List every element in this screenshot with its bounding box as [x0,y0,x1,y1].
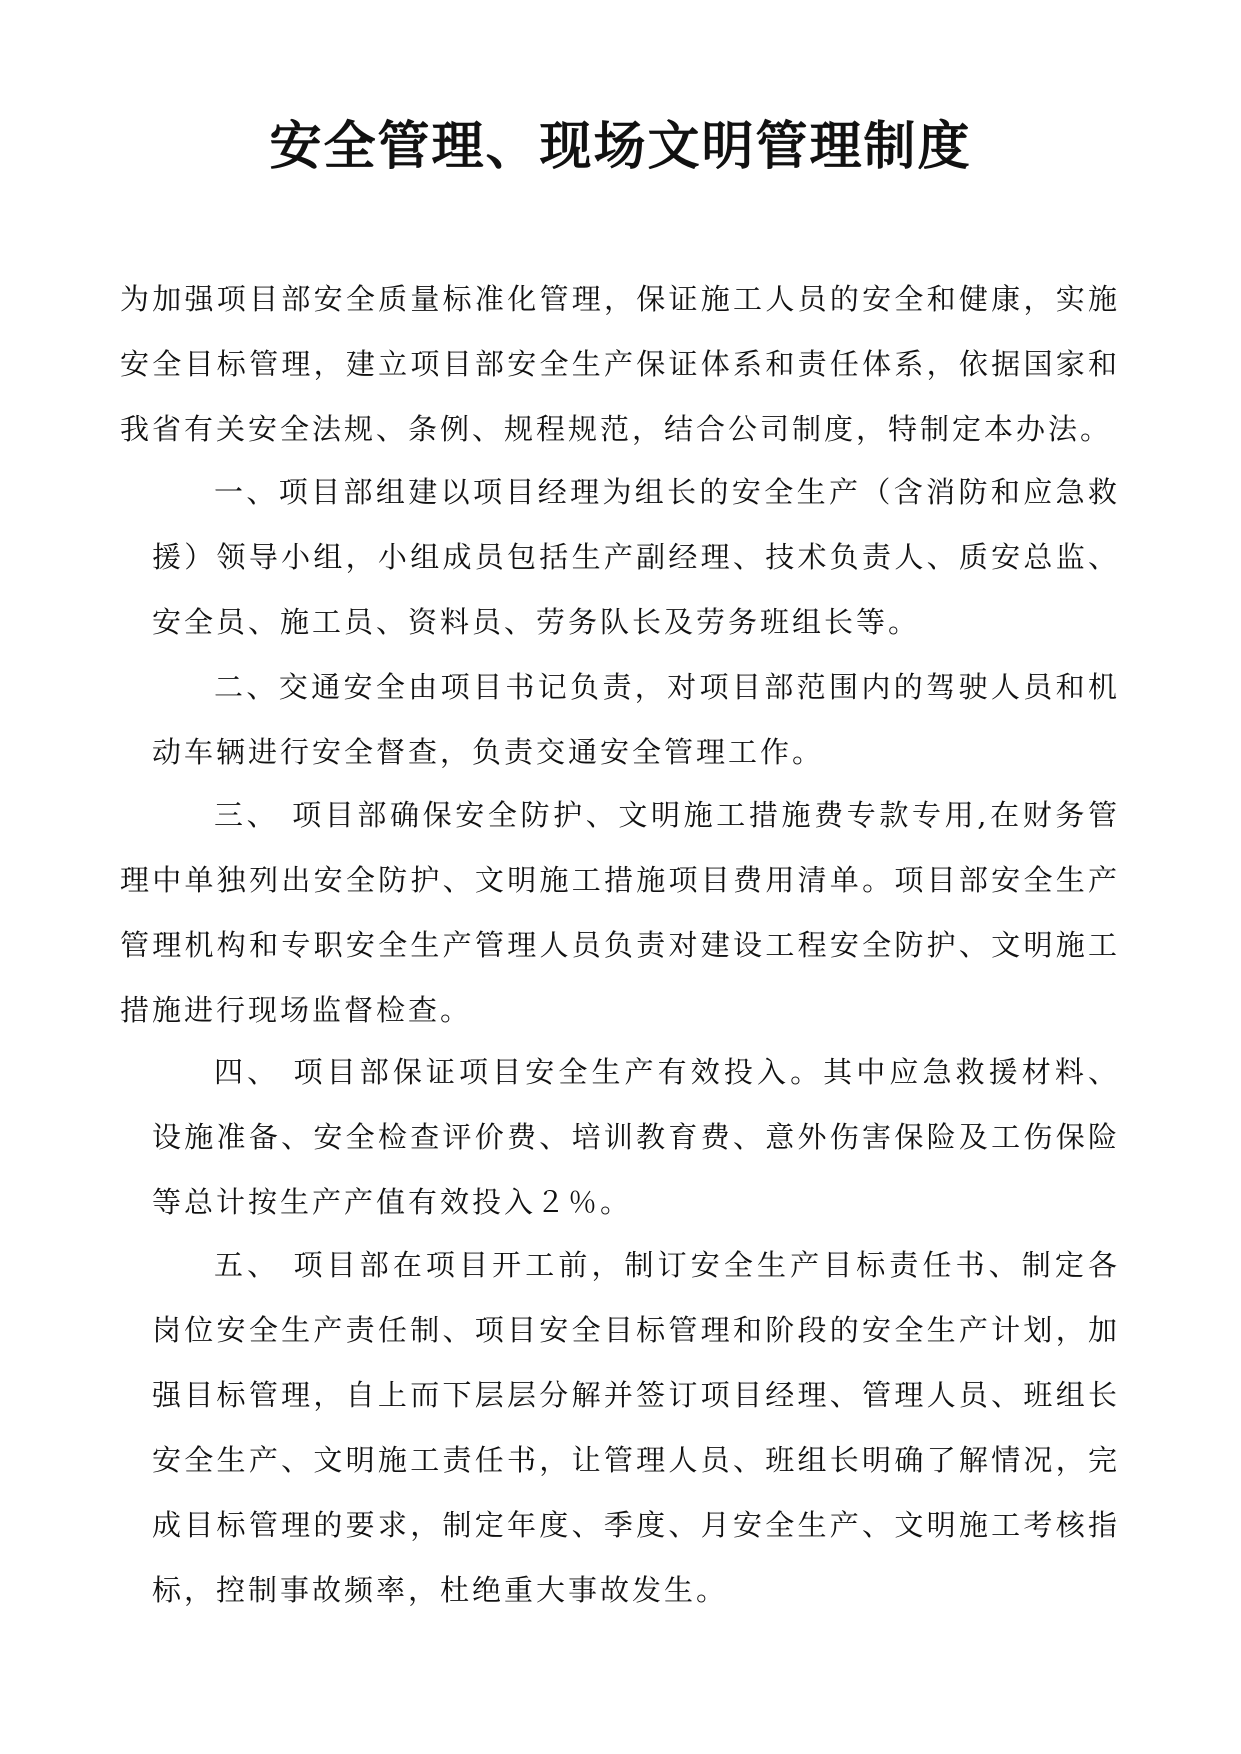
intro-paragraph: 为加强项目部安全质量标准化管理，保证施工人员的安全和健康，实施安全目标管理，建立项目部安全生产保证体系和责任体系，依据国家和我省有关安全法规、条例、规程规范，结合公司制度，特制定本办法。 [120,282,1120,446]
clause-3-paragraph: 三、 项目部确保安全防护、文明施工措施费专款专用,在财务管理中单独列出安全防护、文明施工措施项目费用清单。项目部安全生产管理机构和专职安全生产管理人员负责对建设工程安全防护、文明施工措施进行现场监督检查。 [120,798,1120,1027]
clause-2-paragraph: 二、交通安全由项目书记负责，对项目部范围内的驾驶人员和机动车辆进行安全督查，负责交通安全管理工作。 [152,670,1120,769]
page-title: 安全管理、现场文明管理制度 [269,117,972,177]
clause-5-paragraph: 五、 项目部在项目开工前，制订安全生产目标责任书、制定各岗位安全生产责任制、项目安全目标管理和阶段的安全生产计划，加强目标管理，自上而下层层分解并签订项目经理、管理人员、班组长安全生产、文明施工责任书，让管理人员、班组长明确了解情况，完成目标管理的要求，制定年度、季度、月安全生产、文明施工考核指标，控制事故频率，杜绝重大事故发生。 [152,1248,1120,1607]
clause-4-paragraph: 四、 项目部保证项目安全生产有效投入。其中应急救援材料、设施准备、安全检查评价费、培训教育费、意外伤害保险及工伤保险等总计按生产产值有效投入２％。 [152,1055,1120,1219]
clause-1-paragraph: 一、项目部组建以项目经理为组长的安全生产（含消防和应急救援）领导小组，小组成员包括生产副经理、技术负责人、质安总监、安全员、施工员、资料员、劳务队长及劳务班组长等。 [152,475,1120,639]
